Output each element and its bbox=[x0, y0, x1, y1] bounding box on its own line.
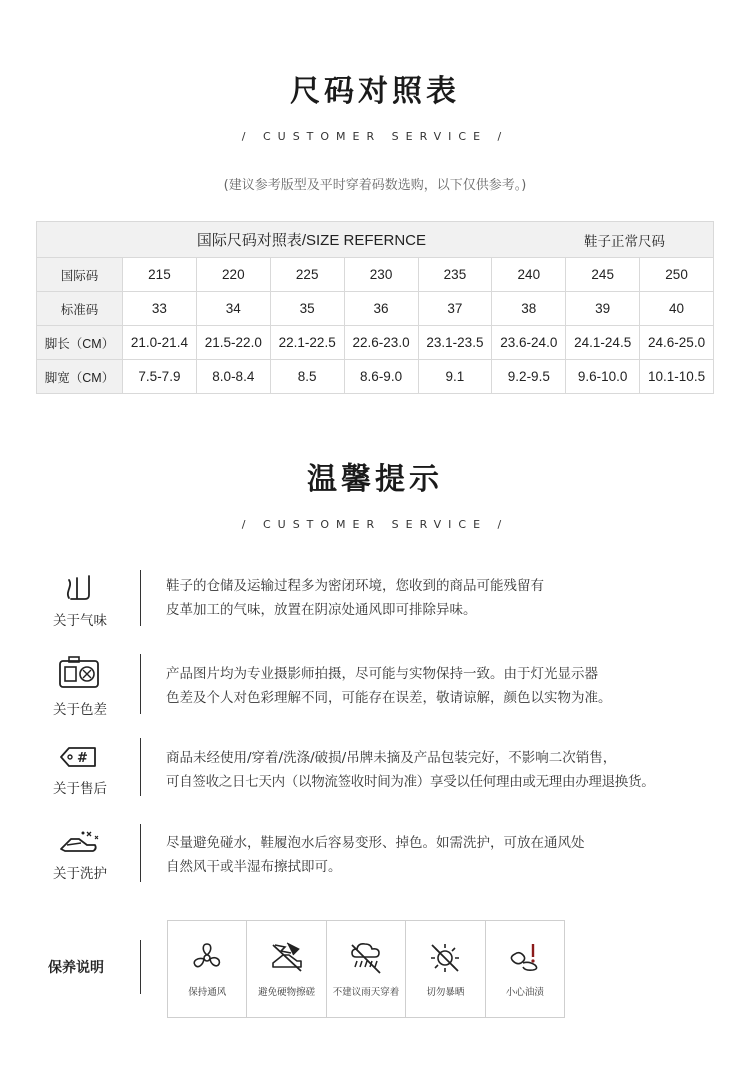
tips-subtitle: / CUSTOMER SERVICE / bbox=[241, 518, 509, 531]
tip-aftersale bbox=[0, 738, 750, 808]
table-cell: 37 bbox=[418, 292, 492, 326]
care-item-oil bbox=[486, 921, 564, 1017]
table-cell: 36 bbox=[344, 292, 418, 326]
table-cell: 24.6-25.0 bbox=[640, 326, 714, 360]
odor-icon bbox=[54, 570, 104, 604]
tip-wash-label: 关于洗护 bbox=[53, 866, 107, 882]
no-rain-icon bbox=[346, 940, 386, 976]
table-row bbox=[37, 360, 714, 394]
tip-color-line2: 色差及个人对色彩理解不同，可能存在误差，敬请谅解，颜色以实物为准。 bbox=[166, 690, 612, 706]
table-cell: 23.6-24.0 bbox=[492, 326, 566, 360]
tip-aftersale-line1: 商品未经使用/穿着/洗涤/破损/吊牌未摘及产品包装完好，不影响二次销售， bbox=[166, 750, 617, 766]
care-item-ventilate bbox=[168, 921, 247, 1017]
care-label: 保养说明 bbox=[48, 960, 104, 976]
table-header-main: 国际尺码对照表/SIZE REFERNCE bbox=[37, 222, 419, 258]
page-title: 尺码对照表 bbox=[290, 74, 460, 109]
table-cell: 8.5 bbox=[270, 360, 344, 394]
row-label: 标准码 bbox=[37, 292, 123, 326]
no-scratch-icon bbox=[267, 940, 307, 976]
camera-icon bbox=[54, 655, 104, 689]
tip-aftersale-line2: 可自签收之日七天内（以物流签收时间为准）享受以任何理由或无理由办理退换货。 bbox=[166, 774, 655, 790]
divider bbox=[140, 654, 141, 714]
tips-title: 温馨提示 bbox=[307, 462, 443, 497]
tip-color-text bbox=[166, 662, 736, 710]
no-oil-icon bbox=[505, 940, 545, 976]
care-item-label: 避免硬物擦磋 bbox=[258, 987, 316, 998]
row-label: 脚长（CM） bbox=[37, 326, 123, 360]
table-cell: 21.0-21.4 bbox=[123, 326, 197, 360]
table-row bbox=[37, 258, 714, 292]
table-cell: 21.5-22.0 bbox=[196, 326, 270, 360]
table-cell: 38 bbox=[492, 292, 566, 326]
table-cell: 9.2-9.5 bbox=[492, 360, 566, 394]
table-row bbox=[37, 292, 714, 326]
care-item-scratch bbox=[247, 921, 326, 1017]
svg-text:#: # bbox=[77, 751, 88, 766]
section-subtitle: / CUSTOMER SERVICE / bbox=[241, 130, 509, 143]
table-cell: 39 bbox=[566, 292, 640, 326]
fan-icon bbox=[187, 940, 227, 976]
table-cell: 22.1-22.5 bbox=[270, 326, 344, 360]
care-item-rain bbox=[327, 921, 406, 1017]
tip-color-label: 关于色差 bbox=[53, 702, 107, 718]
table-cell: 9.1 bbox=[418, 360, 492, 394]
table-cell: 240 bbox=[492, 258, 566, 292]
wash-icon bbox=[54, 825, 104, 859]
tip-odor-label: 关于气味 bbox=[53, 613, 107, 629]
table-cell: 220 bbox=[196, 258, 270, 292]
table-cell: 8.0-8.4 bbox=[196, 360, 270, 394]
tip-odor-line1: 鞋子的仓储及运输过程多为密闭环境，您收到的商品可能残留有 bbox=[166, 578, 544, 594]
no-sun-icon bbox=[425, 940, 465, 976]
table-cell: 8.6-9.0 bbox=[344, 360, 418, 394]
tip-wash bbox=[0, 824, 750, 894]
tip-color-line1: 产品图片均为专业摄影师拍摄，尽可能与实物保持一致。由于灯光显示器 bbox=[166, 666, 598, 682]
care-icons-panel bbox=[167, 920, 565, 1018]
table-cell: 34 bbox=[196, 292, 270, 326]
tip-odor-line2: 皮革加工的气味，放置在阴凉处通风即可排除异味。 bbox=[166, 602, 477, 618]
table-cell: 250 bbox=[640, 258, 714, 292]
table-cell: 33 bbox=[123, 292, 197, 326]
tip-odor bbox=[0, 568, 750, 638]
divider bbox=[140, 738, 141, 796]
table-cell: 7.5-7.9 bbox=[123, 360, 197, 394]
table-cell: 230 bbox=[344, 258, 418, 292]
table-cell: 9.6-10.0 bbox=[566, 360, 640, 394]
care-item-label: 切勿暴晒 bbox=[426, 987, 465, 998]
tip-odor-text bbox=[166, 574, 736, 622]
table-cell: 235 bbox=[418, 258, 492, 292]
table-cell: 23.1-23.5 bbox=[418, 326, 492, 360]
table-header-row bbox=[37, 222, 714, 258]
row-label: 国际码 bbox=[37, 258, 123, 292]
size-note: (建议参考版型及平时穿着码数选购，以下仅供参考。) bbox=[223, 178, 527, 193]
tip-wash-line2: 自然风干或半湿布擦拭即可。 bbox=[166, 859, 342, 875]
tip-aftersale-text bbox=[166, 746, 726, 794]
tip-aftersale-label: 关于售后 bbox=[53, 781, 107, 797]
table-cell: 225 bbox=[270, 258, 344, 292]
divider bbox=[140, 824, 141, 882]
tip-wash-text bbox=[166, 831, 736, 879]
table-cell: 40 bbox=[640, 292, 714, 326]
care-item-label: 保持通风 bbox=[188, 987, 227, 998]
table-cell: 22.6-23.0 bbox=[344, 326, 418, 360]
table-cell: 215 bbox=[123, 258, 197, 292]
table-cell: 35 bbox=[270, 292, 344, 326]
tip-wash-line1: 尽量避免碰水，鞋履泡水后容易变形、掉色。如需洗护，可放在通风处 bbox=[166, 835, 585, 851]
divider bbox=[140, 940, 141, 994]
care-item-label: 不建议雨天穿着 bbox=[332, 987, 400, 998]
table-row bbox=[37, 326, 714, 360]
divider bbox=[140, 570, 141, 626]
size-chart-table bbox=[36, 221, 714, 394]
table-cell: 245 bbox=[566, 258, 640, 292]
care-item-label: 小心油渍 bbox=[505, 987, 544, 998]
tag-icon bbox=[54, 740, 104, 774]
table-cell: 24.1-24.5 bbox=[566, 326, 640, 360]
tip-color bbox=[0, 654, 750, 724]
table-cell: 10.1-10.5 bbox=[640, 360, 714, 394]
row-label: 脚宽（CM） bbox=[37, 360, 123, 394]
care-item-sun bbox=[406, 921, 485, 1017]
table-header-side: 鞋子正常尺码 bbox=[418, 222, 714, 258]
